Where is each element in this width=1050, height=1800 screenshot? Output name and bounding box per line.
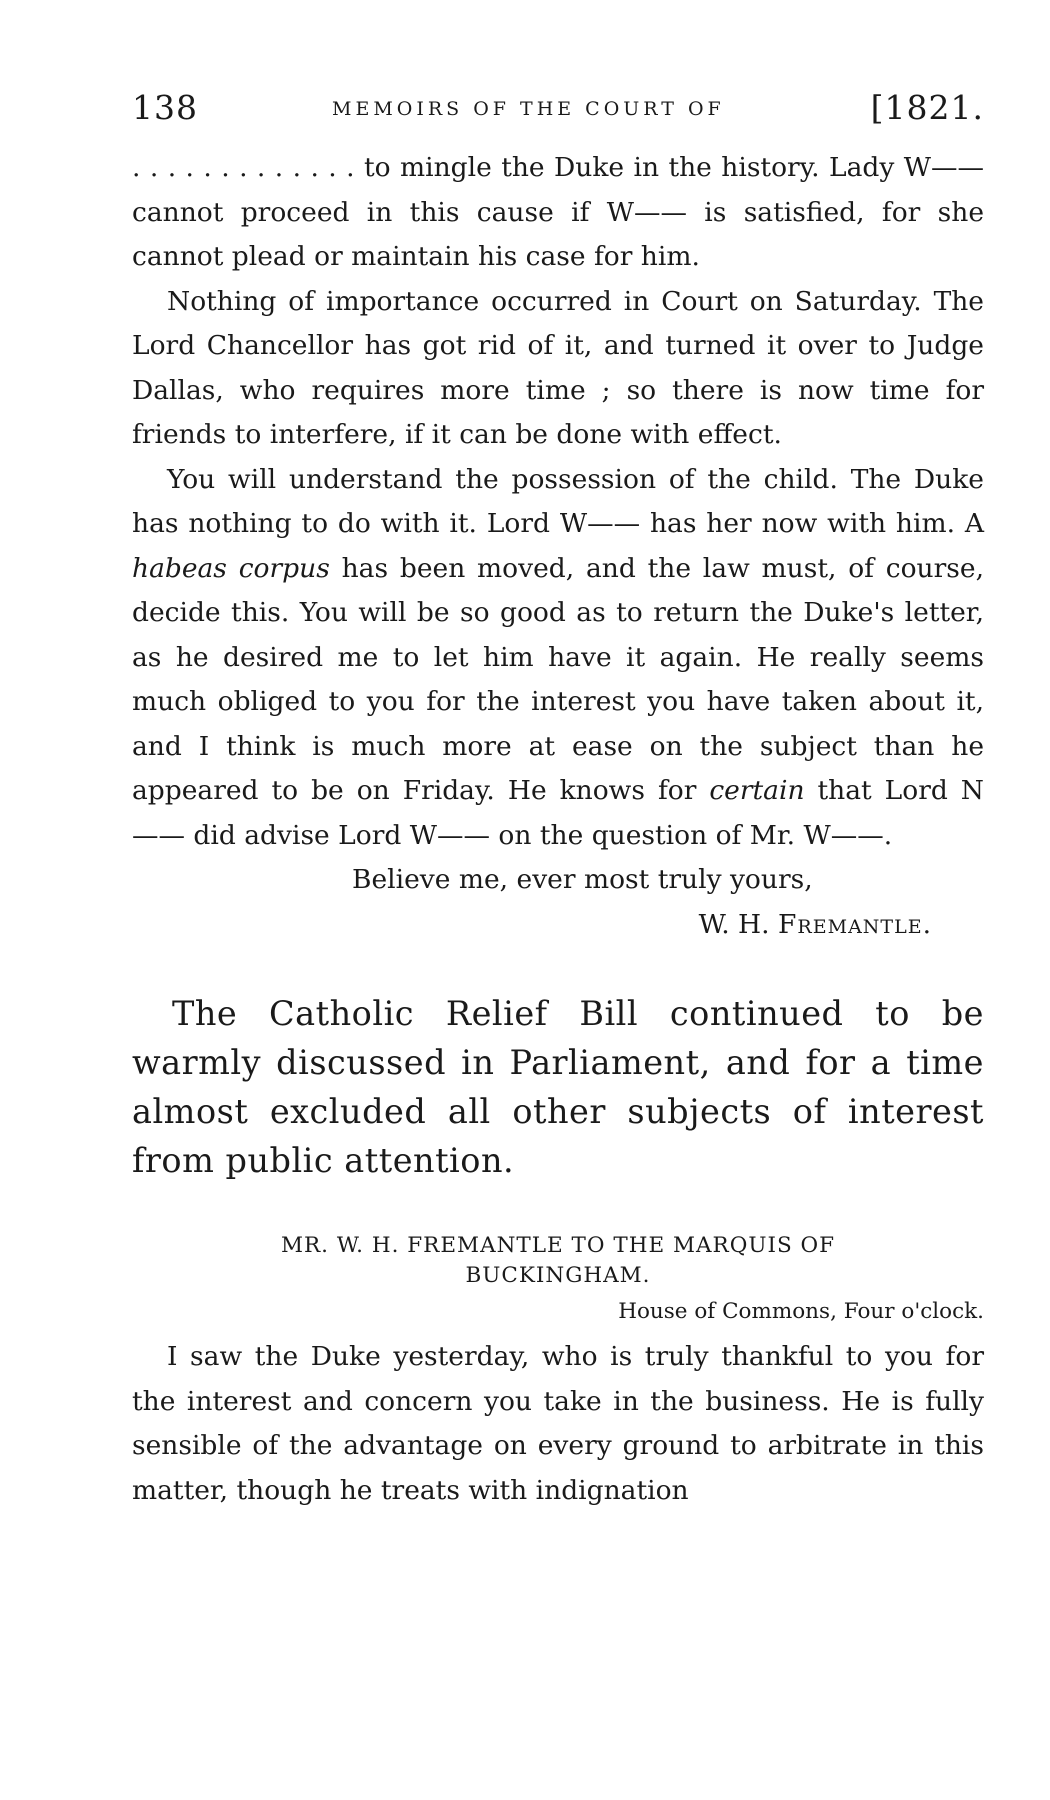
letter-dateline: House of Commons, Four o'clock.: [618, 1299, 984, 1324]
letter-closing: Believe me, ever most truly yours,: [352, 864, 813, 895]
italic-phrase-habeas-corpus: habeas corpus: [132, 552, 330, 584]
letter-heading-line-1: MR. W. H. FREMANTLE TO THE MARQUIS OF: [280, 1233, 836, 1258]
letter-heading-line-2: BUCKINGHAM.: [465, 1263, 651, 1288]
letter-paragraph-3: [132, 458, 984, 859]
letter-paragraph-1: . . . . . . . . . . . . . to mingle the Duke in the history. Lady W—— cannot proceed in this cause if W—— is satisfied, for she cannot plead or maintain his case for him.: [132, 152, 984, 272]
paragraph-text: that Lord N—— did advise Lord W—— on the question of Mr. W——.: [132, 775, 984, 851]
letter-continued: [132, 146, 984, 947]
next-letter-body: I saw the Duke yesterday, who is truly thankful to you for the interest and concern you take in the business. He is fully sensible of the advantage on every ground to arbitrate in this matter, though he treats with indignation: [132, 1341, 984, 1506]
italic-word-certain: certain: [709, 775, 805, 806]
running-title: MEMOIRS OF THE COURT OF: [332, 98, 725, 120]
running-year: [1821.: [870, 88, 984, 127]
signature-surname: Fremantle.: [778, 908, 932, 940]
letter-paragraph-2: Nothing of importance occurred in Court on Saturday. The Lord Chancellor has got rid of it, and turned it over to Judge Dallas, who requires more time ; so there is now time for friends to interfere, if it can be done with effect.: [132, 285, 984, 450]
letter-signature: [132, 903, 984, 948]
running-head: [132, 88, 984, 136]
narrative-paragraph: The Catholic Relief Bill continued to be warmly discussed in Parliament, and for a time almost excluded all other subjects of interest from public attention.: [132, 994, 984, 1180]
signature-initials: W. H.: [698, 908, 770, 940]
letter-heading: [132, 1231, 984, 1291]
paragraph-text: You will understand the possession of the child. The Duke has nothing to do with it. Lord W—— has her now with him. A: [132, 463, 984, 539]
paragraph-text: has been moved, and the law must, of course, decide this. You will be so good as to return the Duke's letter, as he desired me to let him have it again. He really seems much obliged to you for the interest you have taken about it, and I think is much more at ease on the subject than he appeared to be on Friday. He knows for: [132, 552, 984, 806]
page-number: 138: [132, 88, 198, 127]
